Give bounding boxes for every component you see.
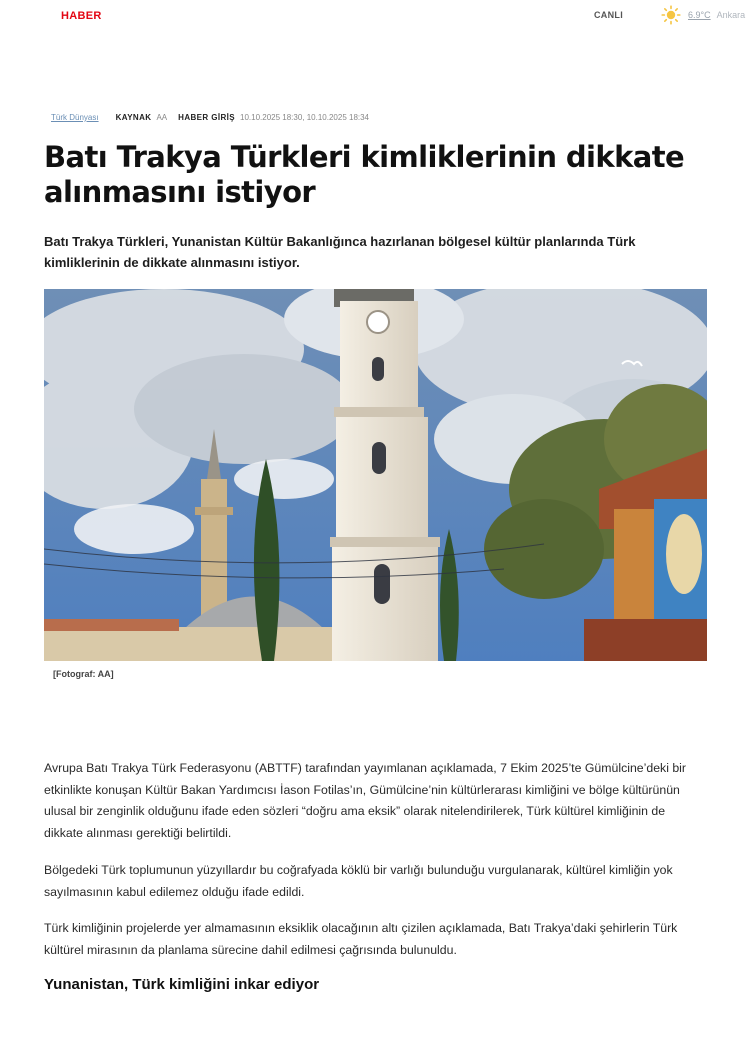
source-value: AA	[156, 113, 168, 122]
source-label: KAYNAK	[115, 113, 152, 122]
article-paragraph: Türk kimliğinin projelerde yer almamasının eksiklik olacağının altı çizilen açıklamada, Batı Trakya’daki şehirlerin Türk kültürel mirasının da planlama sürecine dahil edilmesi çağrısında bulunuldu.	[44, 921, 678, 957]
top-navigation-bar	[0, 0, 750, 32]
sun-icon	[661, 5, 681, 25]
weather-temperature[interactable]: 6.9°C	[688, 10, 711, 20]
article-paragraph: Bölgedeki Türk toplumunun yüzyıllardır bu coğrafyada köklü bir varlığı bulunduğu vurgulanarak, kültürel kimliğin yok sayılmasının kabul edilemez olduğu ifade edildi.	[44, 863, 673, 899]
weather-city: Ankara	[716, 10, 746, 20]
entry-dates: 10.10.2025 18:30, 10.10.2025 18:34	[240, 113, 370, 122]
category-link[interactable]: Türk Dünyası	[51, 113, 99, 122]
brand-logo-link[interactable]: HABER	[61, 10, 102, 22]
entry-label: HABER GİRİŞ	[178, 113, 235, 122]
photo-caption: [Fotograf: AA]	[53, 669, 114, 679]
live-link[interactable]: CANLI	[594, 10, 623, 20]
article-paragraph: Avrupa Batı Trakya Türk Federasyonu (ABTTF) tarafından yayımlanan açıklamada, 7 Ekim 2025’te Gümülcine’deki bir etkinlikte konuşan Kültür Bakan Yardımcısı İason Fotilas’ın, Gümülcine’nin kültürlerarası kimliğini ve bölge kültürünün ulusal bir zenginlik olduğunu ifade eden sözleri “doğru ama eksik” olarak nitelendirilerek, Türk kültürel kimliğinin de dikkate alınması gerektiği belirtildi.	[44, 761, 687, 840]
article-title: Batı Trakya Türkleri kimliklerinin dikkate alınmasını istiyor	[44, 140, 685, 209]
clock-tower-photo	[44, 289, 707, 661]
article-photo	[44, 289, 707, 661]
article-meta	[51, 113, 380, 122]
weather-widget[interactable]	[661, 5, 745, 25]
article-summary: Batı Trakya Türkleri, Yunanistan Kültür Bakanlığınca hazırlanan bölgesel kültür planlarında Türk kimliklerinin de dikkate alınmasını istiyor.	[44, 234, 636, 270]
article-subheading: Yunanistan, Türk kimliğini inkar ediyor	[44, 976, 320, 993]
